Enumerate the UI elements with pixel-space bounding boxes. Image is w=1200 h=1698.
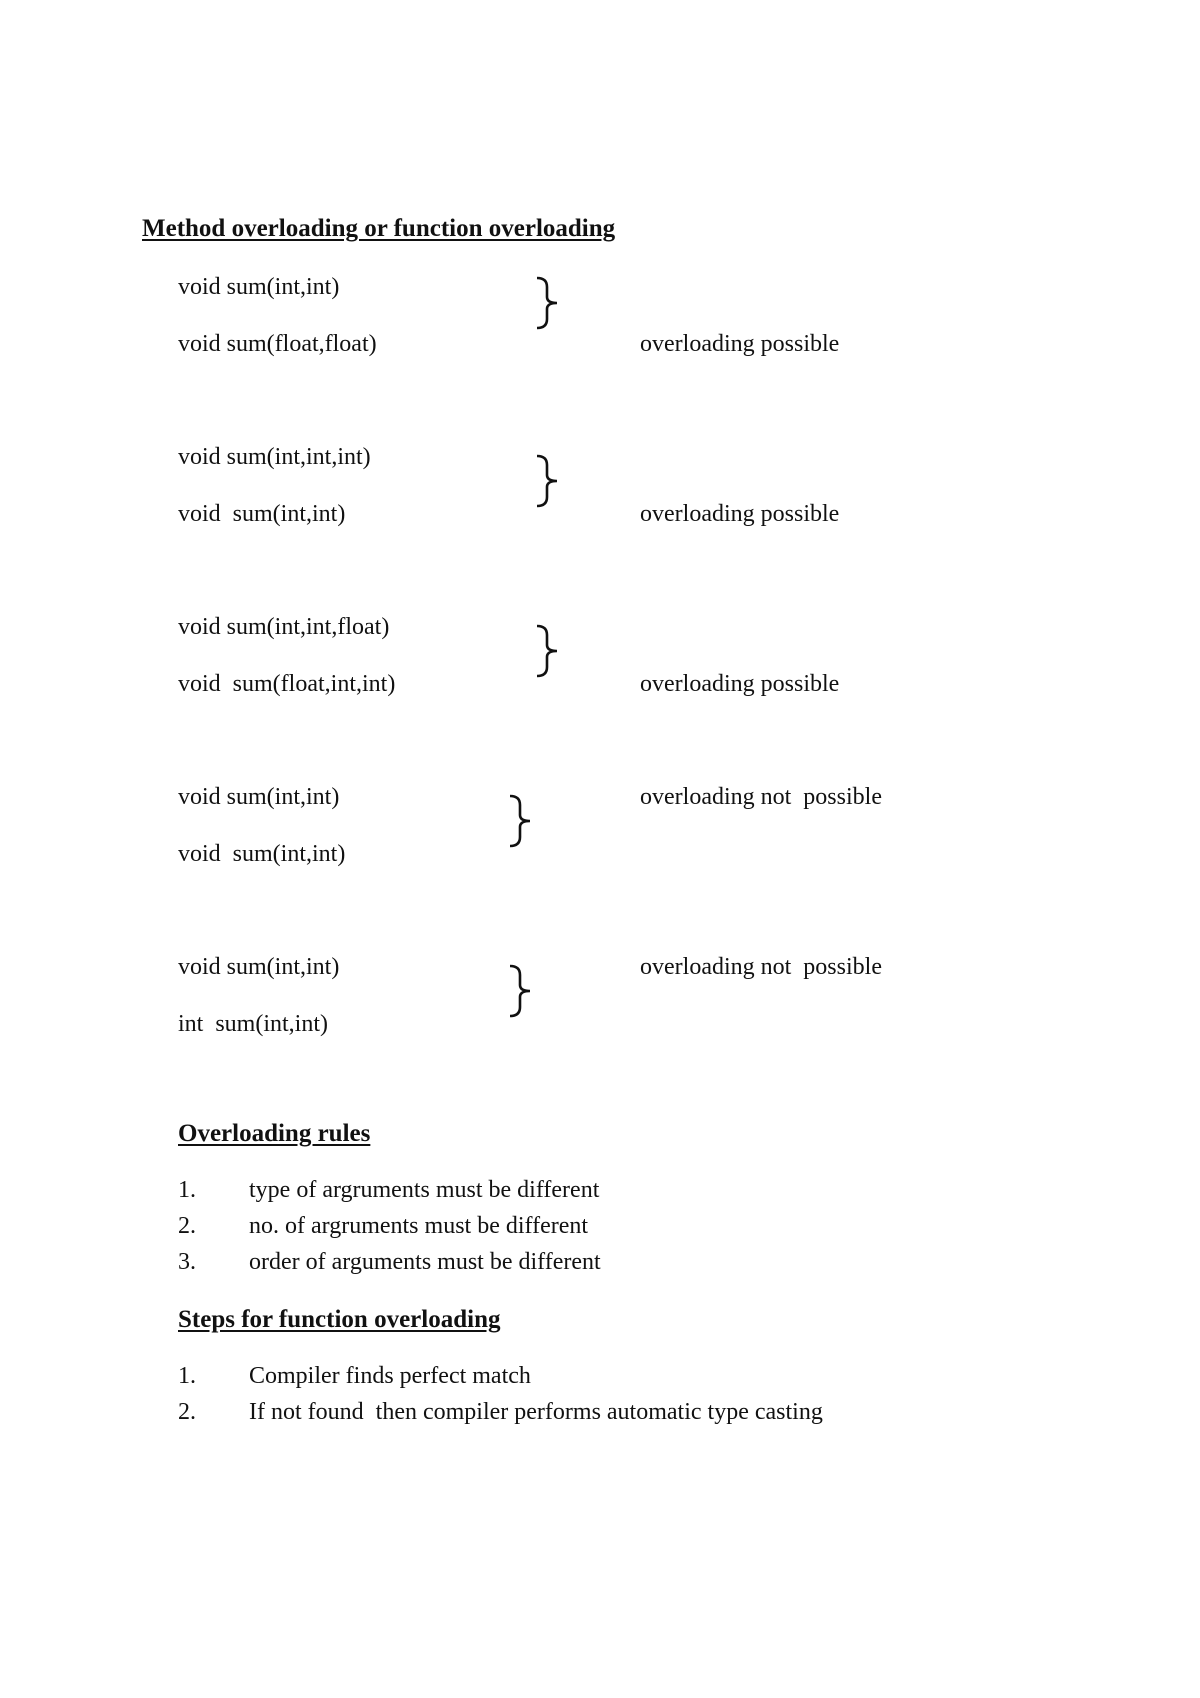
steps-heading: Steps for function overloading (178, 1306, 501, 1333)
overload-result: overloading possible (640, 501, 840, 527)
right-brace-icon (533, 453, 567, 509)
right-brace-icon (533, 623, 567, 679)
page-title: Method overloading or function overloading (142, 215, 616, 242)
right-brace-icon (506, 793, 540, 849)
signature-line: void sum(int,int) (178, 501, 346, 527)
rules-heading: Overloading rules (178, 1120, 371, 1147)
signature-line: void sum(int,int,int) (178, 444, 371, 470)
list-item-number: 2. (178, 1399, 196, 1425)
overload-result: overloading not possible (640, 954, 882, 980)
overload-result: overloading not possible (640, 784, 882, 810)
signature-line: void sum(int,int) (178, 841, 346, 867)
signature-line: void sum(int,int) (178, 274, 340, 300)
overload-result: overloading possible (640, 331, 840, 357)
signature-line: void sum(int,int) (178, 954, 340, 980)
right-brace-icon (533, 275, 567, 331)
signature-line: void sum(float,float) (178, 331, 377, 357)
list-item-number: 1. (178, 1177, 196, 1203)
list-item: type of argruments must be different (249, 1177, 600, 1203)
list-item: order of arguments must be different (249, 1249, 601, 1275)
signature-line: void sum(float,int,int) (178, 671, 396, 697)
overload-result: overloading possible (640, 671, 840, 697)
list-item-number: 3. (178, 1249, 196, 1275)
signature-line: void sum(int,int) (178, 784, 340, 810)
list-item-number: 1. (178, 1363, 196, 1389)
signature-line: void sum(int,int,float) (178, 614, 390, 640)
list-item: If not found then compiler performs automatic type casting (249, 1399, 823, 1425)
list-item-number: 2. (178, 1213, 196, 1239)
right-brace-icon (506, 963, 540, 1019)
list-item: Compiler finds perfect match (249, 1363, 531, 1389)
list-item: no. of argruments must be different (249, 1213, 589, 1239)
signature-line: int sum(int,int) (178, 1011, 328, 1037)
